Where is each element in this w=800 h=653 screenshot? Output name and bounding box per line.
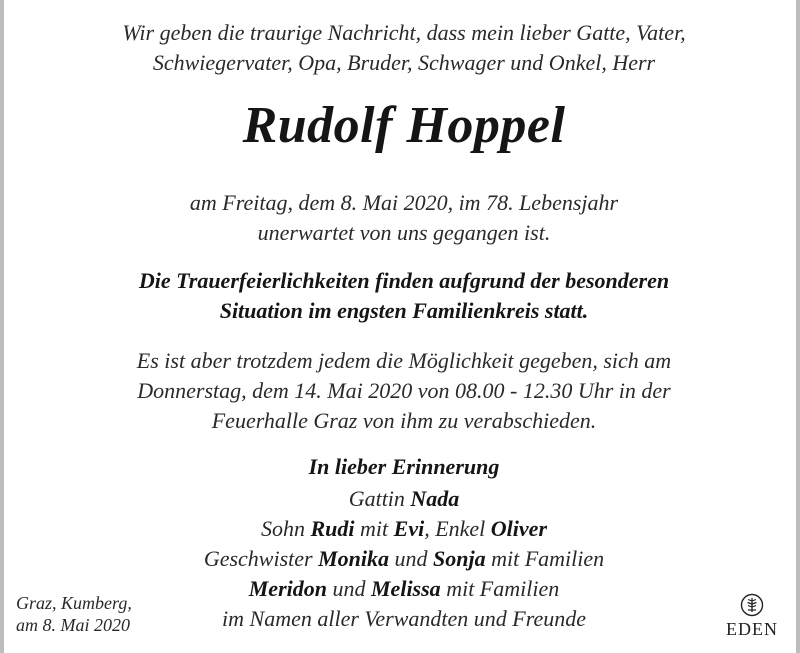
wife-prefix: Gattin <box>348 486 411 511</box>
family-line-son <box>4 514 800 544</box>
siblings-suffix: mit Familien <box>485 546 605 571</box>
funeral-notice <box>4 266 800 326</box>
son-name: Rudi <box>310 516 355 541</box>
funeral-line-1: Die Trauerfeierlichkeiten finden aufgrund der besonderen <box>138 268 670 293</box>
farewell-line-2: Donnerstag, dem 14. Mai 2020 von 08.00 - 12.30 Uhr in der <box>137 378 671 403</box>
relatives-suffix: mit Familien <box>440 576 560 601</box>
funeral-line-2: Situation im engsten Familienkreis statt. <box>219 298 589 323</box>
sibling-1-name: Monika <box>318 546 390 571</box>
death-notice <box>4 188 800 248</box>
farewell-notice <box>4 346 800 436</box>
siblings-and: und <box>389 546 434 571</box>
place-line-1: Graz, Kumberg, <box>16 593 132 613</box>
farewell-line-1: Es ist aber trotzdem jedem die Möglichkeit gegeben, sich am <box>136 348 672 373</box>
deceased-name: Rudolf Hoppel <box>242 97 566 154</box>
intro-line-2: Schwiegervater, Opa, Bruder, Schwager und Onkel, Herr <box>152 50 656 75</box>
family-line-wife <box>4 484 800 514</box>
intro-text <box>4 18 800 78</box>
wife-name: Nada <box>410 486 460 511</box>
tree-emblem-icon <box>740 593 764 617</box>
relative-2-name: Melissa <box>371 576 441 601</box>
relative-1-name: Meridon <box>248 576 327 601</box>
sibling-2-name: Sonja <box>433 546 486 571</box>
death-line-1: am Freitag, dem 8. Mai 2020, im 78. Lebensjahr <box>189 190 619 215</box>
farewell-line-3: Feuerhalle Graz von ihm zu verabschieden. <box>211 408 597 433</box>
son-prefix: Sohn <box>260 516 311 541</box>
eden-logo <box>720 593 784 640</box>
memory-heading: In lieber Erinnerung <box>308 454 500 479</box>
relatives-and: und <box>327 576 371 601</box>
place-line-2: am 8. Mai 2020 <box>16 615 130 635</box>
grandchild-prefix: , Enkel <box>424 516 491 541</box>
siblings-prefix: Geschwister <box>203 546 319 571</box>
logo-text: EDEN <box>726 619 778 639</box>
family-line-siblings <box>4 544 800 574</box>
death-line-2: unerwartet von uns gegangen ist. <box>257 220 551 245</box>
son-mit: mit <box>354 516 394 541</box>
son-partner: Evi <box>393 516 425 541</box>
place-date <box>16 592 132 636</box>
intro-line-1: Wir geben die traurige Nachricht, dass mein lieber Gatte, Vater, <box>122 20 686 45</box>
grandchild-name: Oliver <box>490 516 547 541</box>
family-line-closing: im Namen aller Verwandten und Freunde <box>222 606 586 631</box>
